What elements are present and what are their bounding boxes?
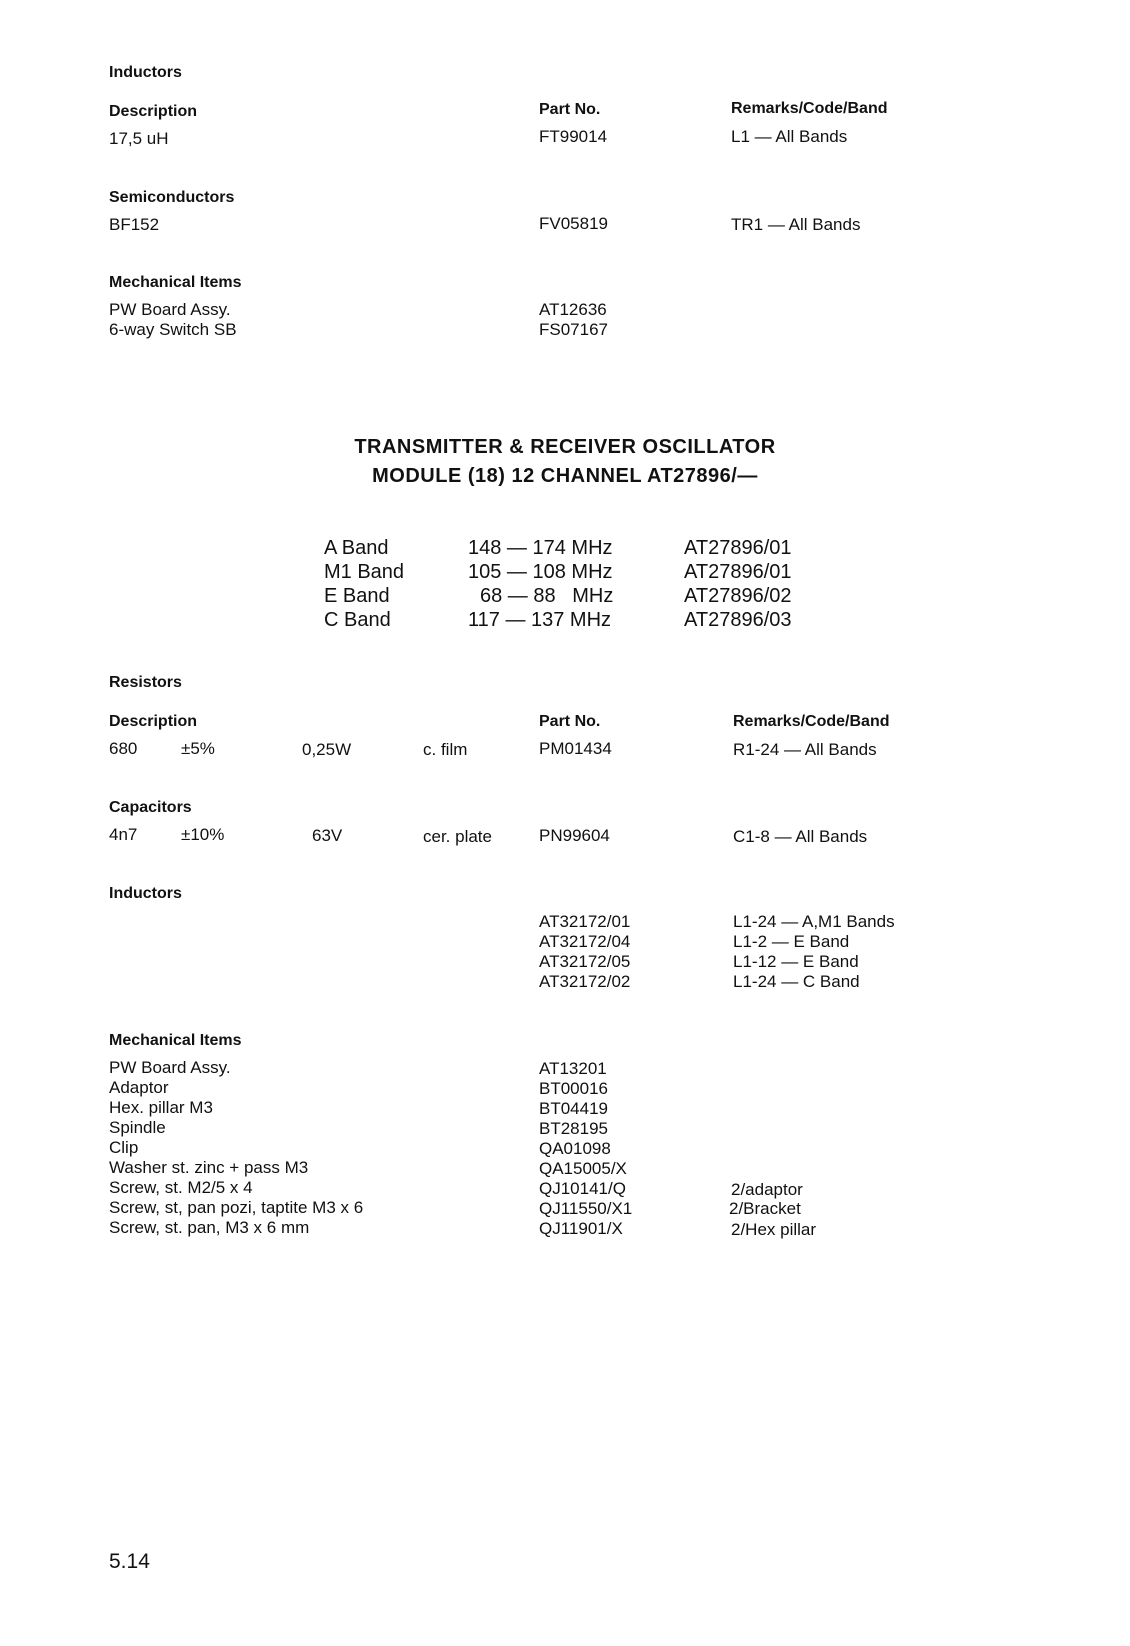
band-code: AT27896/01 bbox=[684, 537, 792, 559]
resistor-remarks: R1-24 — All Bands bbox=[733, 740, 877, 759]
resistor-type: c. film bbox=[423, 740, 468, 759]
col-remarks-header: Remarks/Code/Band bbox=[731, 100, 888, 117]
mech2-description: Hex. pillar M3 bbox=[109, 1098, 213, 1117]
col-part-no-header: Part No. bbox=[539, 713, 601, 730]
inductor-remarks: L1 — All Bands bbox=[731, 127, 848, 146]
mech1-part-no: AT12636 bbox=[539, 300, 607, 319]
mech2-remarks: 2/adaptor bbox=[731, 1180, 803, 1199]
mech2-part-no: QJ11901/X bbox=[539, 1219, 623, 1238]
mech2-part-no: BT00016 bbox=[539, 1079, 608, 1098]
inductors-heading: Inductors bbox=[109, 64, 182, 81]
mech1-description: 6-way Switch SB bbox=[109, 320, 237, 339]
capacitor-part-no: PN99604 bbox=[539, 826, 610, 845]
inductor-remarks: L1-2 — E Band bbox=[733, 932, 850, 951]
mech2-part-no: BT28195 bbox=[539, 1119, 608, 1138]
mech2-description: Washer st. zinc + pass M3 bbox=[109, 1158, 309, 1177]
inductor-part-no: AT32172/01 bbox=[539, 912, 631, 931]
semiconductor-remarks: TR1 — All Bands bbox=[731, 215, 861, 234]
band-range: 117 — 137 MHz bbox=[468, 609, 612, 631]
mech2-part-no: QA01098 bbox=[539, 1139, 611, 1158]
band-name: A Band bbox=[324, 537, 389, 559]
band-name: E Band bbox=[324, 585, 390, 607]
mech2-description: Screw, st. M2/5 x 4 bbox=[109, 1178, 253, 1197]
semiconductor-part-no: FV05819 bbox=[539, 214, 608, 233]
capacitor-value: 4n7 bbox=[109, 825, 138, 844]
col-remarks-header: Remarks/Code/Band bbox=[733, 713, 890, 730]
mech2-part-no: QJ10141/Q bbox=[539, 1179, 626, 1198]
band-range: 68 — 88 MHz bbox=[480, 585, 614, 607]
mech1-part-no: FS07167 bbox=[539, 320, 608, 339]
capacitor-tolerance: ±10% bbox=[181, 825, 225, 844]
resistor-value: 680 bbox=[109, 739, 138, 758]
page-number: 5.14 bbox=[109, 1550, 150, 1573]
module-title-line1: TRANSMITTER & RECEIVER OSCILLATOR bbox=[354, 436, 776, 458]
mech2-part-no: BT04419 bbox=[539, 1099, 608, 1118]
band-code: AT27896/01 bbox=[684, 561, 792, 583]
inductor-remarks: L1-12 — E Band bbox=[733, 952, 859, 971]
mech2-remarks: 2/Bracket bbox=[729, 1199, 801, 1218]
mech2-description: PW Board Assy. bbox=[109, 1058, 231, 1077]
resistor-tolerance: ±5% bbox=[181, 739, 215, 758]
mech2-description: Screw, st. pan, M3 x 6 mm bbox=[109, 1218, 310, 1237]
inductor-part-no: AT32172/04 bbox=[539, 932, 631, 951]
inductor-part-no: FT99014 bbox=[539, 127, 608, 146]
mech2-description: Spindle bbox=[109, 1118, 166, 1137]
capacitor-remarks: C1-8 — All Bands bbox=[733, 827, 868, 846]
capacitors-heading: Capacitors bbox=[109, 799, 192, 816]
col-description-header: Description bbox=[109, 713, 198, 730]
band-name: M1 Band bbox=[324, 561, 405, 583]
mech2-description: Screw, st, pan pozi, taptite M3 x 6 bbox=[109, 1198, 364, 1217]
mechanical-heading-2: Mechanical Items bbox=[109, 1032, 242, 1049]
mech2-part-no: AT13201 bbox=[539, 1059, 607, 1078]
resistors-heading: Resistors bbox=[109, 674, 182, 691]
mech2-remarks: 2/Hex pillar bbox=[731, 1220, 817, 1239]
col-part-no-header: Part No. bbox=[539, 101, 601, 118]
resistor-part-no: PM01434 bbox=[539, 739, 612, 758]
mech1-description: PW Board Assy. bbox=[109, 300, 231, 319]
inductors-heading-2: Inductors bbox=[109, 885, 182, 902]
mech2-part-no: QJ11550/X1 bbox=[539, 1199, 633, 1218]
capacitor-type: cer. plate bbox=[423, 827, 492, 846]
inductor-part-no: AT32172/02 bbox=[539, 972, 631, 991]
band-code: AT27896/02 bbox=[684, 585, 792, 607]
resistor-rating: 0,25W bbox=[302, 740, 352, 759]
col-description-header: Description bbox=[109, 103, 198, 120]
inductor-description: 17,5 uH bbox=[109, 129, 169, 148]
mech2-description: Clip bbox=[109, 1138, 139, 1157]
semiconductors-heading: Semiconductors bbox=[109, 189, 235, 206]
inductor-part-no: AT32172/05 bbox=[539, 952, 631, 971]
mechanical-heading-1: Mechanical Items bbox=[109, 274, 242, 291]
module-title-line2: MODULE (18) 12 CHANNEL AT27896/— bbox=[372, 465, 758, 487]
band-range: 148 — 174 MHz bbox=[468, 537, 613, 559]
band-code: AT27896/03 bbox=[684, 609, 792, 631]
mech2-part-no: QA15005/X bbox=[539, 1159, 627, 1178]
mech2-description: Adaptor bbox=[109, 1078, 169, 1097]
inductor-remarks: L1-24 — C Band bbox=[733, 972, 860, 991]
band-range: 105 — 108 MHz bbox=[468, 561, 613, 583]
inductor-remarks: L1-24 — A,M1 Bands bbox=[733, 912, 895, 931]
band-name: C Band bbox=[324, 609, 391, 631]
semiconductor-description: BF152 bbox=[109, 215, 160, 234]
capacitor-rating: 63V bbox=[312, 826, 343, 845]
